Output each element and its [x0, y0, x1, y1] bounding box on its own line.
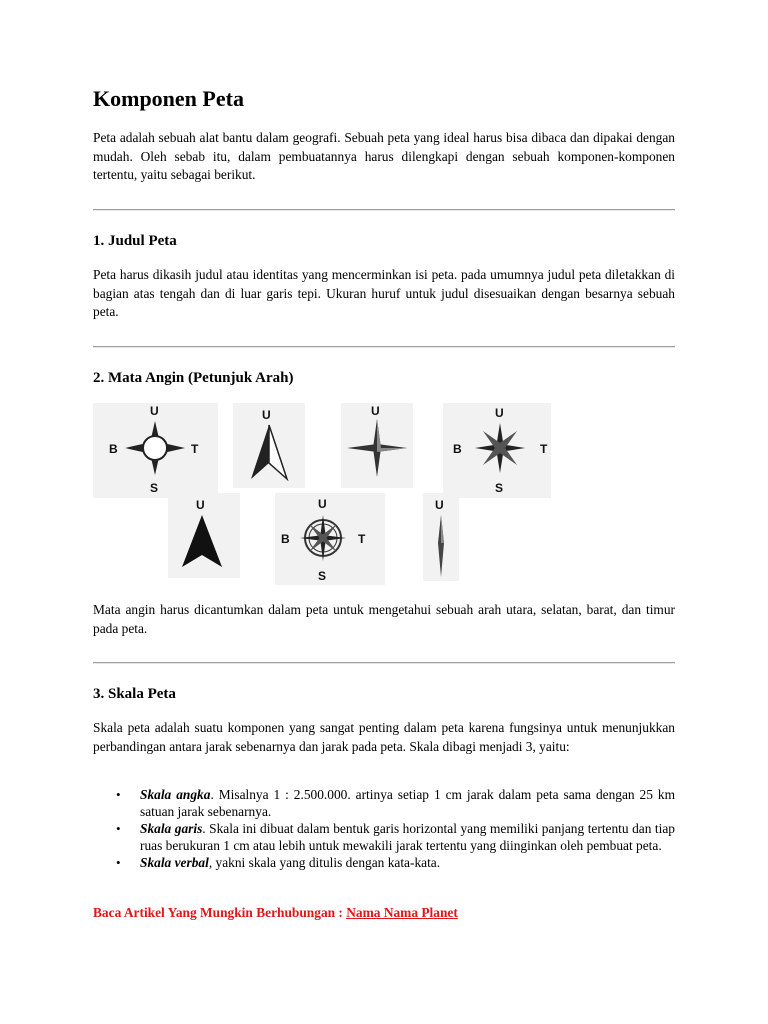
- compass-rose-image: [93, 403, 218, 498]
- south-label: S: [150, 481, 159, 495]
- west-label: B: [281, 532, 290, 546]
- scale-type-list: [93, 786, 675, 871]
- section-heading-skala-peta: 3. Skala Peta: [93, 686, 176, 702]
- related-article-link[interactable]: Nama Nama Planet: [346, 905, 458, 920]
- list-item: [93, 820, 675, 854]
- compass-circle-rose-image: [275, 493, 385, 585]
- east-label: T: [540, 442, 548, 456]
- east-label: T: [358, 532, 366, 546]
- list-item-term: Skala angka: [140, 787, 211, 802]
- east-label: T: [191, 442, 199, 456]
- section-text-mata-angin: Mata angin harus dicantumkan dalam peta untuk mengetahui sebuah arah utara, selatan, barat, dan timur pada peta.: [93, 602, 675, 636]
- north-label: U: [495, 406, 504, 420]
- north-label: U: [318, 497, 327, 511]
- north-label: U: [371, 404, 380, 418]
- divider: [93, 662, 675, 664]
- list-item-desc: . Skala ini dibuat dalam bentuk garis horizontal yang memiliki panjang tertentu dan tiap ruas berukuran 1 cm atau lebih untuk mewakili jarak tertentu yang diinginkan oleh pembuat peta.: [140, 821, 675, 853]
- west-label: B: [109, 442, 118, 456]
- north-arrow-image: [233, 403, 305, 488]
- section-text-skala-peta: Skala peta adalah suatu komponen yang sangat penting dalam peta karena fungsinya untuk menunjukkan perbandingan antara jarak sebenarnya dan jarak pada peta. Skala dibagi menjadi 3, yaitu:: [93, 720, 675, 754]
- compass-star-image: [341, 403, 413, 488]
- south-label: S: [318, 569, 327, 583]
- section-heading-mata-angin: 2. Mata Angin (Petunjuk Arah): [93, 370, 294, 386]
- list-item-desc: , yakni skala yang ditulis dengan kata-kata.: [208, 855, 441, 870]
- list-item-term: Skala garis: [140, 821, 203, 836]
- compass-eight-point-image: [443, 403, 551, 498]
- north-label: U: [150, 404, 159, 418]
- north-label: U: [262, 408, 271, 422]
- list-item: [93, 786, 675, 820]
- north-arrow-solid-image: [168, 493, 240, 578]
- intro-paragraph: Peta adalah sebuah alat bantu dalam geografi. Sebuah peta yang ideal harus bisa dibaca dan dipakai dengan mudah. Oleh sebab itu, dalam pembuatannya harus dilengkapi dengan sebuah komponen-komponen tertentu, yaitu sebagai berikut.: [93, 130, 675, 182]
- divider: [93, 209, 675, 211]
- list-item-term: Skala verbal: [140, 855, 209, 870]
- south-label: S: [495, 481, 504, 495]
- related-article: [93, 905, 458, 921]
- north-needle-image: [423, 493, 459, 581]
- list-item-desc: . Misalnya 1 : 2.500.000. artinya setiap 1 cm jarak dalam peta sama dengan 25 km satuan jarak sebenarnya.: [140, 787, 675, 819]
- north-label: U: [435, 498, 444, 512]
- list-item: [93, 854, 675, 871]
- west-label: B: [453, 442, 462, 456]
- divider: [93, 346, 675, 348]
- north-label: U: [196, 498, 205, 512]
- page-title: Komponen Peta: [93, 86, 244, 111]
- section-text-judul-peta: Peta harus dikasih judul atau identitas yang mencerminkan isi peta. pada umumnya judul peta diletakkan di bagian atas tengah dan di luar garis tepi. Ukuran huruf untuk judul disesuaikan dengan besarnya sebuah peta.: [93, 267, 675, 319]
- section-heading-judul-peta: 1. Judul Peta: [93, 233, 177, 249]
- related-article-prefix: Baca Artikel Yang Mungkin Berhubungan :: [93, 905, 347, 920]
